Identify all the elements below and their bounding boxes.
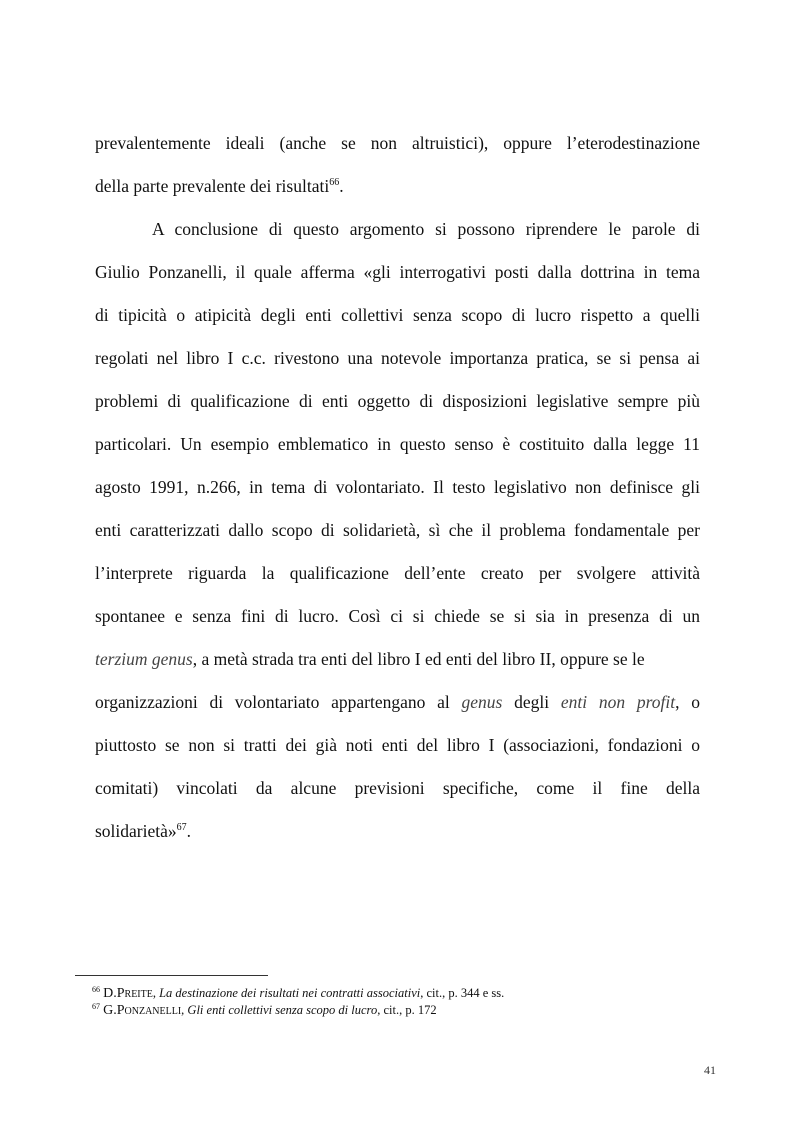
italic-term: enti non profit (560, 692, 676, 712)
body-line: della parte prevalente dei risultati$^{66}$. (95, 176, 344, 196)
body-line: terzium genus, a metà strada tra enti del libro I ed enti del libro II, oppure se le (95, 649, 645, 669)
body-line: Giulio Ponzanelli, il quale afferma «gli interrogativi posti dalla dottrina in tema (95, 262, 700, 282)
body-line: A conclusione di questo argomento si possono riprendere le parole di (152, 219, 700, 239)
body-line: comitati) vincolati da alcune previsioni specifiche, come il fine della (95, 778, 700, 798)
body-line: problemi di qualificazione di enti oggetto di disposizioni legislative sempre più (95, 391, 700, 411)
body-line: agosto 1991, n.266, in tema di volontariato. Il testo legislativo non definisce gli (95, 477, 700, 497)
body-line: particolari. Un esempio emblematico in questo senso è costituito dalla legge 11 (95, 434, 700, 454)
body-line: prevalentemente ideali (anche se non altruistici), oppure l’eterodestinazione (95, 133, 700, 153)
footnote-ref-67: 67 (176, 822, 187, 834)
body-line: piuttosto se non si tratti dei già noti enti del libro I (associazioni, fondazioni o (95, 735, 700, 755)
body-line: spontanee e senza fini di lucro. Così ci si chiede se si sia in presenza di un (95, 606, 700, 626)
body-line: l’interprete riguarda la qualificazione dell’ente creato per svolgere attività (95, 563, 700, 583)
footnote-ref-66: 66 (329, 177, 340, 189)
body-line: organizzazioni di volontariato appartengano al genus degli enti non profit, o (95, 692, 701, 712)
footnote-separator (75, 975, 268, 976)
italic-term: terzium genus (95, 649, 193, 669)
body-line: solidarietà»$^{67}$. (95, 821, 192, 841)
body-line: enti caratterizzati dallo scopo di solidarietà, sì che il problema fondamentale per (95, 520, 700, 540)
italic-term: genus (461, 692, 503, 712)
footnote-66: $^{66}$ D.Preite, La destinazione dei risultati nei contratti associativi, cit., p. 344 e ss. (92, 984, 505, 1001)
body-line: di tipicità o atipicità degli enti collettivi senza scopo di lucro rispetto a quelli (95, 305, 700, 325)
body-line: regolati nel libro I c.c. rivestono una notevole importanza pratica, se si pensa ai (95, 348, 700, 368)
footnote-67: $^{67}$ G.Ponzanelli, Gli enti collettivi senza scopo di lucro, cit., p. 172 (92, 1001, 437, 1018)
page-number: 41 (704, 1063, 716, 1077)
